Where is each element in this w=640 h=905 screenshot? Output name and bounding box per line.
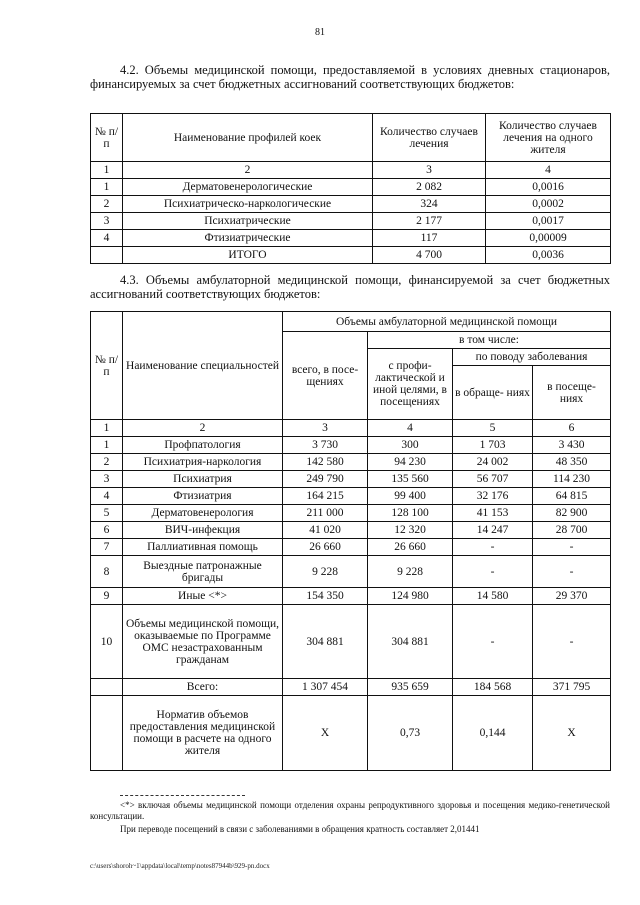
cell: 0,73 (368, 696, 453, 771)
col-number: 4 (368, 420, 453, 437)
col-number: 3 (283, 420, 368, 437)
total-label: Всего: (123, 679, 283, 696)
cell: 14 247 (453, 522, 533, 539)
cell: 28 700 (533, 522, 611, 539)
cell: 29 370 (533, 588, 611, 605)
col-header-disease: по поводу заболевания (453, 349, 611, 366)
cell: - (533, 539, 611, 556)
col-header-prophylactic: с профи- лактической и иной целями, в посещениях (368, 349, 453, 420)
total-row (91, 679, 611, 696)
cell: 304 881 (368, 605, 453, 679)
table-header-row (91, 114, 611, 162)
total-per-resident: 0,0036 (486, 247, 611, 264)
cell: 1 703 (453, 437, 533, 454)
cell: 0,0002 (486, 196, 611, 213)
table-row (91, 196, 611, 213)
table-row (91, 522, 611, 539)
cell (91, 679, 123, 696)
cell: 211 000 (283, 505, 368, 522)
norm-label: Норматив объемов предоставления медицинской помощи в расчете на одного жителя (123, 696, 283, 771)
col-header-cases: Количество случаев лечения (373, 114, 486, 162)
cell: 154 350 (283, 588, 368, 605)
cell: 3 730 (283, 437, 368, 454)
cell: Фтизиатрические (123, 230, 373, 247)
col-header-total: всего, в посе- щениях (283, 332, 368, 420)
cell: Дерматовенерология (123, 505, 283, 522)
cell: 56 707 (453, 471, 533, 488)
total-cases: 4 700 (373, 247, 486, 264)
cell: 2 177 (373, 213, 486, 230)
cell: 304 881 (283, 605, 368, 679)
column-number-row (91, 420, 611, 437)
footnote-separator (120, 795, 245, 796)
cell: 324 (373, 196, 486, 213)
cell: 12 320 (368, 522, 453, 539)
cell: - (453, 605, 533, 679)
table-row (91, 605, 611, 679)
total-label: ИТОГО (123, 247, 373, 264)
cell: 4 (91, 230, 123, 247)
table-row (91, 213, 611, 230)
cell: 128 100 (368, 505, 453, 522)
cell: 114 230 (533, 471, 611, 488)
table-row (91, 505, 611, 522)
cell: 0,0016 (486, 179, 611, 196)
table-row (91, 539, 611, 556)
col-number: 5 (453, 420, 533, 437)
cell: 9 228 (283, 556, 368, 588)
col-number: 4 (486, 162, 611, 179)
cell: 8 (91, 556, 123, 588)
section-4-2-title: 4.2. Объемы медицинской помощи, предоставляемой в условиях дневных стационаров, финансируемых за счет бюджетных ассигнований соответствующих бюджетов: (90, 63, 610, 91)
table-row (91, 437, 611, 454)
cell: 300 (368, 437, 453, 454)
col-header-group: Объемы амбулаторной медицинской помощи (283, 312, 611, 332)
table-row (91, 471, 611, 488)
footnote-asterisk: <*> включая объемы медицинской помощи отделения охраны репродуктивного здоровья и посещения медико-генетической консультации. (90, 800, 610, 821)
cell: Профпатология (123, 437, 283, 454)
cell: 24 002 (453, 454, 533, 471)
cell: Иные <*> (123, 588, 283, 605)
cell: 26 660 (368, 539, 453, 556)
col-header-num: № п/п (91, 312, 123, 420)
col-number: 2 (123, 420, 283, 437)
column-number-row (91, 162, 611, 179)
section-4-3-title: 4.3. Объемы амбулаторной медицинской помощи, финансируемой за счет бюджетных ассигнований соответствующих бюджетов: (90, 273, 610, 301)
col-number: 1 (91, 162, 123, 179)
cell: ВИЧ-инфекция (123, 522, 283, 539)
table-row (91, 556, 611, 588)
cell: Паллиативная помощь (123, 539, 283, 556)
cell: 935 659 (368, 679, 453, 696)
col-header-appeals: в обраще- ниях (453, 366, 533, 420)
cell: 9 228 (368, 556, 453, 588)
cell: 2 082 (373, 179, 486, 196)
cell: 48 350 (533, 454, 611, 471)
cell: 4 (91, 488, 123, 505)
col-header-specialty: Наименование специальностей (123, 312, 283, 420)
col-number: 2 (123, 162, 373, 179)
cell: 249 790 (283, 471, 368, 488)
col-header-profile: Наименование профилей коек (123, 114, 373, 162)
cell: - (533, 556, 611, 588)
cell: 135 560 (368, 471, 453, 488)
cell: 94 230 (368, 454, 453, 471)
cell: 3 (91, 213, 123, 230)
cell: Выездные патронажные бригады (123, 556, 283, 588)
table-row (91, 454, 611, 471)
day-hospital-table (90, 113, 611, 264)
cell: - (453, 556, 533, 588)
cell: 124 980 (368, 588, 453, 605)
cell: 32 176 (453, 488, 533, 505)
cell: 1 (91, 437, 123, 454)
col-header-visits: в посеще- ниях (533, 366, 611, 420)
cell: 0,0017 (486, 213, 611, 230)
col-number: 6 (533, 420, 611, 437)
cell: 7 (91, 539, 123, 556)
table-row (91, 179, 611, 196)
table-row (91, 588, 611, 605)
cell: 9 (91, 588, 123, 605)
cell: Психиатрические (123, 213, 373, 230)
cell: 41 020 (283, 522, 368, 539)
col-number: 3 (373, 162, 486, 179)
total-row (91, 247, 611, 264)
cell: 10 (91, 605, 123, 679)
cell: 3 (91, 471, 123, 488)
cell: 2 (91, 196, 123, 213)
col-number: 1 (91, 420, 123, 437)
norm-row (91, 696, 611, 771)
cell: 1 (91, 179, 123, 196)
page-number: 81 (315, 27, 325, 38)
cell: 3 430 (533, 437, 611, 454)
cell: X (533, 696, 611, 771)
table-row (91, 488, 611, 505)
table-row (91, 230, 611, 247)
cell: 1 307 454 (283, 679, 368, 696)
cell: 99 400 (368, 488, 453, 505)
cell: 2 (91, 454, 123, 471)
cell: 117 (373, 230, 486, 247)
cell: 41 153 (453, 505, 533, 522)
cell: 184 568 (453, 679, 533, 696)
outpatient-table (90, 311, 611, 771)
col-header-num: № п/п (91, 114, 123, 162)
cell: X (283, 696, 368, 771)
cell: 142 580 (283, 454, 368, 471)
cell: Объемы медицинской помощи, оказываемые по Программе ОМС незастрахованным гражданам (123, 605, 283, 679)
cell: 5 (91, 505, 123, 522)
col-header-per-resident: Количество случаев лечения на одного жителя (486, 114, 611, 162)
footnote-multiplier: При переводе посещений в связи с заболеваниями в обращения кратность составляет 2,01441 (120, 824, 480, 834)
cell (91, 696, 123, 771)
cell: Фтизиатрия (123, 488, 283, 505)
cell: - (533, 605, 611, 679)
cell: 14 580 (453, 588, 533, 605)
cell: 0,144 (453, 696, 533, 771)
col-header-including: в том числе: (368, 332, 611, 349)
cell: Дерматовенерологические (123, 179, 373, 196)
cell: 164 215 (283, 488, 368, 505)
cell: 26 660 (283, 539, 368, 556)
cell: - (453, 539, 533, 556)
cell: Психиатрия-наркология (123, 454, 283, 471)
cell: 64 815 (533, 488, 611, 505)
cell: 371 795 (533, 679, 611, 696)
cell (91, 247, 123, 264)
cell: 82 900 (533, 505, 611, 522)
cell: 0,00009 (486, 230, 611, 247)
document-file-path: c:\users\shoroh~1\appdata\local\temp\notes87944b\929-pn.docx (90, 862, 270, 870)
cell: 6 (91, 522, 123, 539)
cell: Психиатрия (123, 471, 283, 488)
cell: Психиатрическо-наркологические (123, 196, 373, 213)
